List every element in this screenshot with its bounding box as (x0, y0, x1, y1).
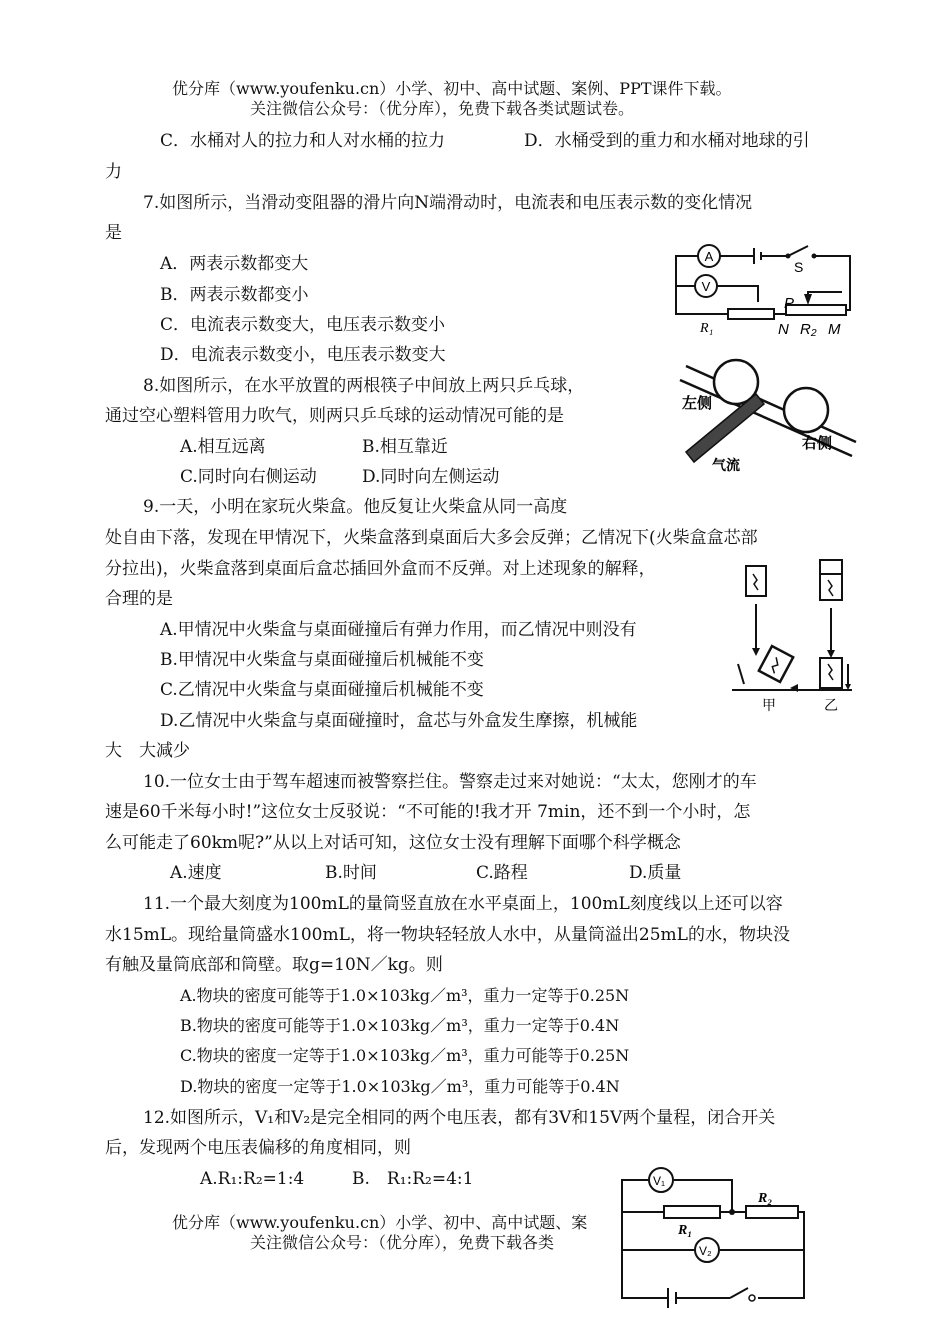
q7-stem-2: 是 (105, 223, 122, 243)
q11-stem-2: 水15mL。现给量筒盛水100mL，将一物块轻轻放人水中，从量筒溢出25mL的水，物块没 (105, 925, 790, 945)
q9-stem-4: 合理的是 (105, 589, 173, 609)
r1-label: R₁ (678, 1223, 693, 1238)
q10-stem-2: 速是60千米每小时!”这位女士反驳说：“不可能的!我才开 7min，还不到一个小时，怎 (105, 802, 751, 822)
q8-option-b: B.相互靠近 (362, 437, 448, 457)
header-line-2: 关注微信公众号：（优分库），免费下载各类试题试卷。 (250, 99, 635, 118)
q7-option-a: A．两表示数都变大 (160, 254, 309, 274)
q7-stem-1: 7.如图所示，当滑动变阻器的滑片向N端滑动时，电流表和电压表示数的变化情况 (143, 193, 753, 213)
q11-stem-1: 11.一个最大刻度为100mL的量筒竖直放在水平桌面上，100mL刻度线以上还可以容 (143, 894, 783, 914)
footer-line-1: 优分库（www.youfenku.cn）小学、初中、高中试题、案 (172, 1213, 588, 1232)
q11-option-c: C.物块的密度一定等于1.0×103kg／m³，重力可能等于0.25N (180, 1046, 630, 1065)
switch-label: S (794, 259, 804, 275)
q11-stem-3: 有触及量筒底部和筒壁。取g=10N／kg。则 (105, 955, 443, 975)
q6-option-d: D．水桶受到的重力和水桶对地球的引 (524, 131, 810, 151)
right-side-label: 右侧 (802, 434, 833, 452)
v2-label: V₂ (699, 1244, 712, 1258)
v1-label: V₁ (653, 1174, 666, 1188)
q9-stem-1: 9.一天，小明在家玩火柴盒。他反复让火柴盒从同一高度 (143, 497, 568, 517)
q9-option-a: A.甲情况中火柴盒与桌面碰撞后有弹力作用，而乙情况中则没有 (160, 620, 637, 640)
q7-option-c: C．电流表示数变大，电压表示数变小 (160, 315, 446, 335)
q12-option-b: B. R₁:R₂=4:1 (352, 1169, 474, 1189)
q6-option-c: C．水桶对人的拉力和人对水桶的拉力 (160, 131, 446, 151)
r1-label: R₁ (700, 321, 714, 336)
q12-stem-2: 后，发现两个电压表偏移的角度相同，则 (105, 1138, 411, 1158)
q10-stem-3: 么可能走了60km呢?”从以上对话可知，这位女士没有理解下面哪个科学概念 (105, 833, 681, 853)
q8-stem-1: 8.如图所示，在水平放置的两根筷子中间放上两只乒乓球， (143, 376, 585, 396)
q9-matchbox-figure (728, 558, 856, 716)
q11-option-d: D.物块的密度一定等于1.0×103kg／m³，重力可能等于0.4N (180, 1077, 620, 1096)
slider-arrow-icon (804, 294, 812, 305)
q6-wrap: 力 (105, 162, 122, 182)
m-label: M (828, 321, 841, 338)
q9-wrap: 大 大减少 (105, 741, 190, 761)
q8-stem-2: 通过空心塑料管用力吹气，则两只乒乓球的运动情况可能的是 (105, 406, 564, 426)
q7-circuit-figure (668, 232, 858, 342)
q7-option-b: B．两表示数都变小 (160, 285, 309, 305)
footer-line-2: 关注微信公众号：（优分库），免费下载各类 (250, 1233, 555, 1252)
q9-option-d: D.乙情况中火柴盒与桌面碰撞时，盒芯与外盒发生摩擦，机械能 (160, 711, 638, 731)
q12-stem-1: 12.如图所示，V₁和V₂是完全相同的两个电压表，都有3V和15V两个量程，闭合开关 (143, 1108, 776, 1128)
q10-option-a: A.速度 (170, 863, 222, 883)
q8-option-c: C.同时向右侧运动 (180, 467, 317, 487)
q11-option-b: B.物块的密度可能等于1.0×103kg／m³，重力一定等于0.4N (180, 1016, 620, 1035)
q9-option-c: C.乙情况中火柴盒与桌面碰撞后机械能不变 (160, 680, 484, 700)
jia-label: 甲 (762, 698, 776, 714)
q9-stem-3: 分拉出)，火柴盒落到桌面后盒芯插回外盒而不反弹。对上述现象的解释， (105, 559, 656, 579)
q12-circuit-figure (612, 1158, 812, 1308)
q8-option-d: D.同时向左侧运动 (362, 467, 500, 487)
q9-stem-2: 处自由下落，发现在甲情况下，火柴盒落到桌面后大多会反弹；乙情况下(火柴盒盒芯部 (105, 528, 758, 548)
r2-label: R₂ (758, 1191, 773, 1206)
q10-stem-1: 10.一位女士由于驾车超速而被警察拦住。警察走过来对她说：“太太，您刚才的车 (143, 772, 757, 792)
voltmeter-label: V (701, 279, 711, 294)
left-side-label: 左侧 (682, 394, 713, 412)
q12-option-a: A.R₁:R₂=1:4 (200, 1169, 305, 1189)
slider-p-label: P (784, 295, 795, 312)
q7-option-d: D．电流表示数变小，电压表示数变大 (160, 345, 446, 365)
q9-option-b: B.甲情况中火柴盒与桌面碰撞后机械能不变 (160, 650, 484, 670)
q10-option-c: C.路程 (476, 863, 528, 883)
r2-label: R₂ (800, 321, 817, 338)
ammeter-label: A (704, 249, 714, 264)
airflow-label: 气流 (712, 458, 740, 474)
q8-option-a: A.相互远离 (180, 437, 266, 457)
q11-option-a: A.物块的密度可能等于1.0×103kg／m³，重力一定等于0.25N (180, 986, 630, 1005)
right-ball (784, 388, 828, 432)
yi-label: 乙 (824, 698, 838, 714)
q8-pingpong-figure (676, 348, 860, 474)
n-label: N (778, 321, 789, 338)
q10-option-b: B.时间 (325, 863, 377, 883)
q10-option-d: D.质量 (629, 863, 682, 883)
header-line-1: 优分库（www.youfenku.cn）小学、初中、高中试题、案例、PPT课件下载。 (172, 79, 732, 98)
